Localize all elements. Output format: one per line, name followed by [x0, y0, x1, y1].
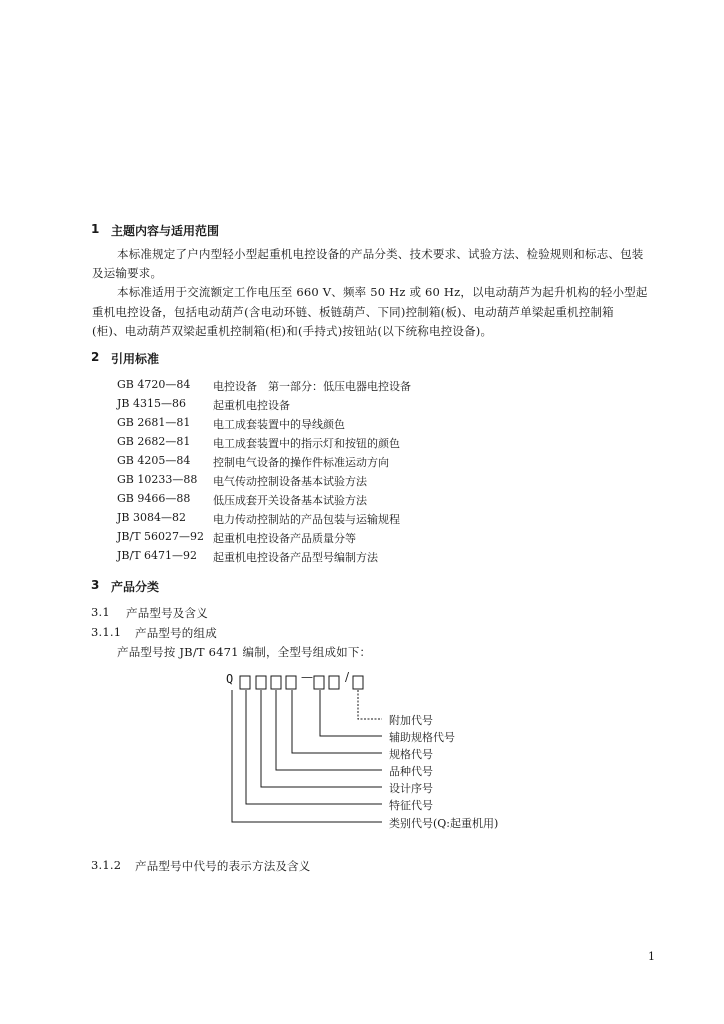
diagram-label-category: 类别代号(Q:起重机用): [389, 817, 499, 830]
reference-title: 控制电气设备的操作件标准运动方向: [213, 456, 389, 469]
section-1-para2-line2: 重机电控设备，包括电动葫芦(含电动环链、板链葫芦、下同)控制箱(板)、电动葫芦单梁起重机控制箱: [92, 305, 614, 319]
code-box-aux-spec-2: [329, 676, 339, 689]
reference-code: JB 3084—82: [117, 511, 186, 524]
reference-title: 低压成套开关设备基本试验方法: [213, 494, 367, 507]
reference-title: 电控设备 第一部分：低压电器电控设备: [213, 380, 411, 393]
section-3-1-2-number: 3.1.2: [91, 858, 122, 872]
diagram-label-design: 设计序号: [389, 782, 433, 795]
reference-code: GB 4205—84: [117, 454, 191, 467]
section-1-para2-line1: 本标准适用于交流额定工作电压至 660 V、频率 50 Hz 或 60 Hz，以电动葫芦为起升机构的轻小型起: [117, 285, 648, 299]
section-2-number: 2: [91, 350, 100, 364]
reference-title: 电工成套装置中的指示灯和按钮的颜色: [213, 437, 400, 450]
code-box-spec: [286, 676, 296, 689]
diagram-label-additional: 附加代号: [389, 714, 433, 727]
reference-code: GB 2681—81: [117, 416, 191, 429]
code-box-feature: [240, 676, 250, 689]
reference-title: 起重机电控设备: [213, 399, 290, 412]
reference-code: GB 4720—84: [117, 378, 191, 391]
diagram-label-variety: 品种代号: [389, 765, 433, 778]
code-box-aux-spec: [314, 676, 324, 689]
diagram-label-aux-spec: 辅助规格代号: [389, 731, 455, 744]
code-box-design: [256, 676, 266, 689]
section-3-1-1-number: 3.1.1: [91, 625, 122, 639]
section-1-para1-line1: 本标准规定了户内型轻小型起重机电控设备的产品分类、技术要求、试验方法、检验规则和标志、包装: [117, 247, 644, 261]
section-3-number: 3: [91, 578, 100, 592]
section-2-title: 引用标准: [111, 352, 160, 366]
section-3-1-number: 3.1: [91, 605, 110, 619]
reference-code: JB/T 56027—92: [117, 530, 205, 543]
reference-title: 电力传动控制站的产品包装与运输规程: [213, 513, 400, 526]
section-1-title: 主题内容与适用范围: [111, 224, 220, 238]
section-1-para1-line2: 及运输要求。: [92, 266, 163, 280]
reference-code: GB 2682—81: [117, 435, 191, 448]
reference-code: JB 4315—86: [117, 397, 186, 410]
section-3-1-1-text: 产品型号按 JB/T 6471 编制，全型号组成如下：: [117, 645, 372, 659]
section-3-title: 产品分类: [111, 580, 160, 594]
code-box-additional: [353, 676, 363, 689]
section-1-number: 1: [91, 222, 100, 236]
code-box-variety: [271, 676, 281, 689]
page-number: 1: [648, 950, 655, 963]
diagram-label-feature: 特征代号: [389, 799, 433, 812]
reference-title: 电气传动控制设备基本试验方法: [213, 475, 367, 488]
diagram-label-spec: 规格代号: [389, 748, 433, 761]
section-3-1-2-title: 产品型号中代号的表示方法及含义: [135, 859, 311, 873]
section-3-1-1-title: 产品型号的组成: [135, 626, 217, 640]
reference-code: GB 9466—88: [117, 492, 191, 505]
section-1-para2-line3: (柜)、电动葫芦双梁起重机控制箱(柜)和(手持式)按钮站(以下统称电控设备)。: [92, 324, 493, 338]
model-code-separator-dash: —: [301, 670, 313, 684]
reference-title: 起重机电控设备产品质量分等: [213, 532, 356, 545]
reference-code: GB 10233—88: [117, 473, 198, 486]
section-3-1-title: 产品型号及含义: [126, 606, 208, 620]
model-code-separator-slash: /: [345, 670, 350, 684]
reference-code: JB/T 6471—92: [117, 549, 198, 562]
reference-title: 起重机电控设备产品型号编制方法: [213, 551, 378, 564]
model-code-prefix: Q: [226, 672, 234, 686]
reference-title: 电工成套装置中的导线颜色: [213, 418, 345, 431]
